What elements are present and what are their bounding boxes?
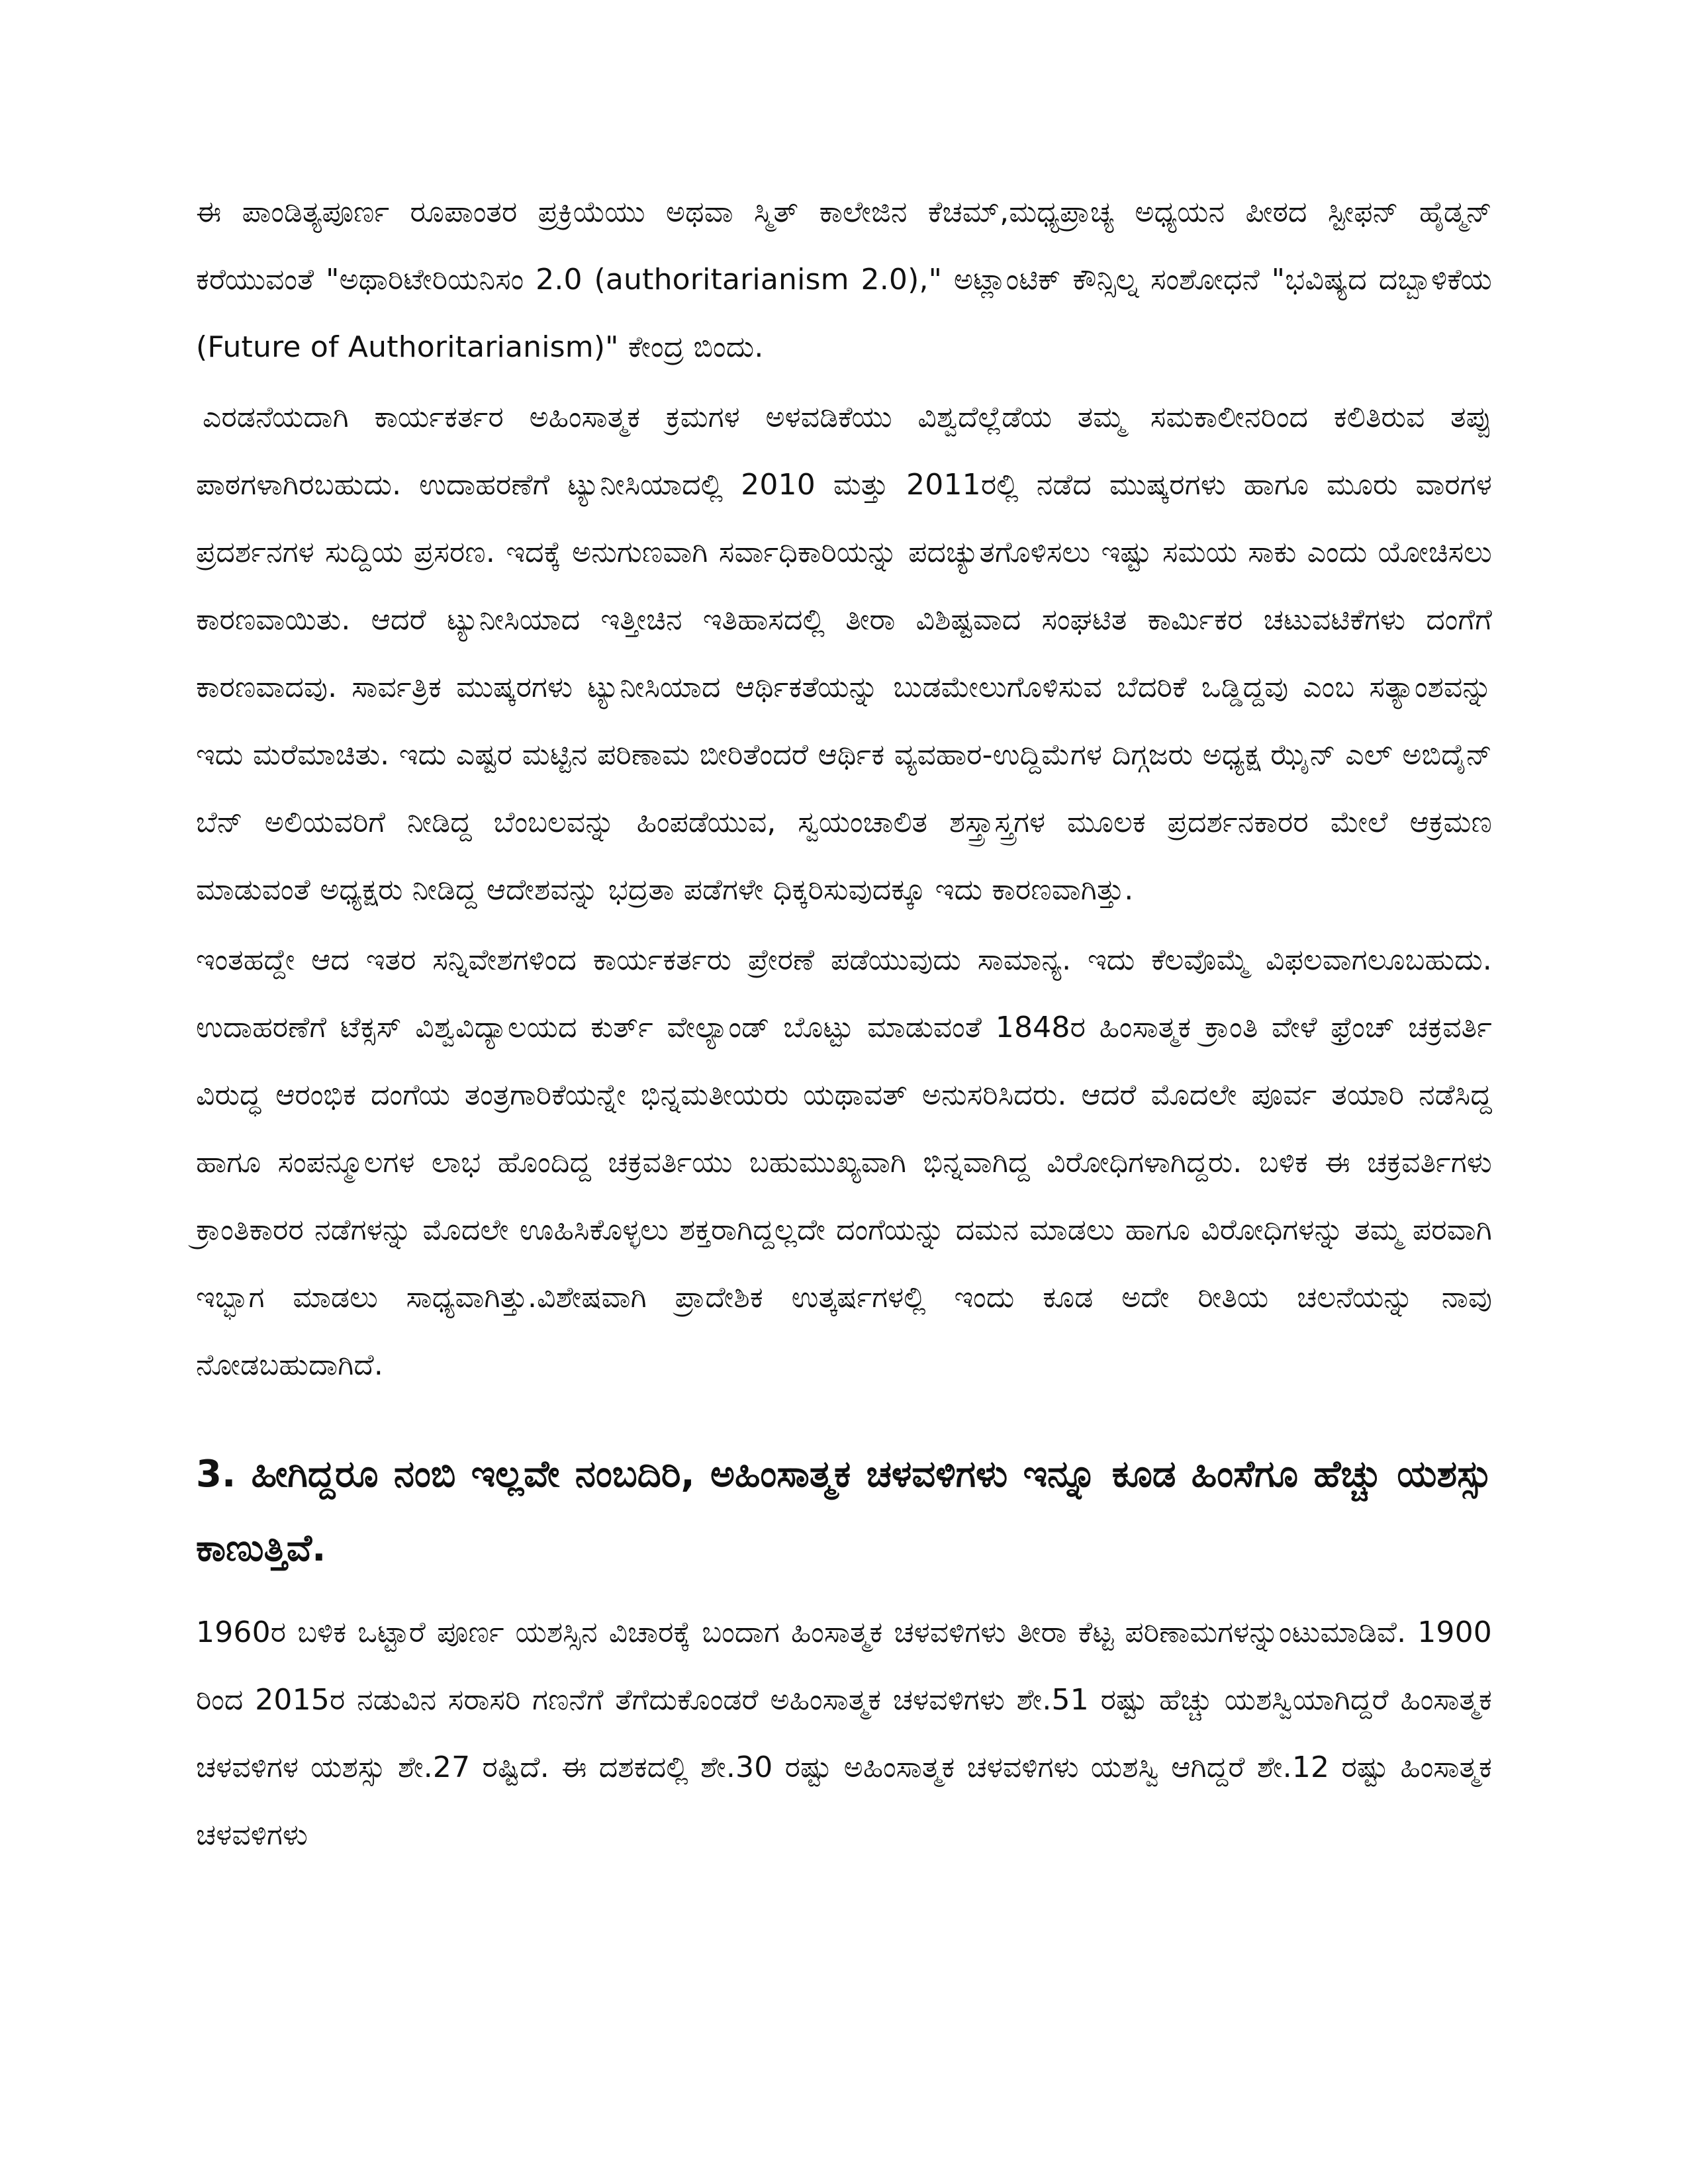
paragraph-authoritarianism: ಈ ಪಾಂಡಿತ್ಯಪೂರ್ಣ ರೂಪಾಂತರ ಪ್ರಕ್ರಿಯೆಯು ಅಥವಾ ಸ್ಮಿತ್ ಕಾಲೇಜಿನ ಕೆಚಮ್,ಮಧ್ಯಪ್ರಾಚ್ಯ ಅಧ್ಯಯನ ಪೀಠದ ಸ್ಟೀಫನ್ ಹೈಡ್ಮನ್ ಕರೆಯುವಂತೆ "ಅಥಾರಿಟೇರಿಯನಿಸಂ 2.0 (authoritarianism 2.0)," ಅಟ್ಲಾಂಟಿಕ್ ಕೌನ್ಸಿಲ್ನ ಸಂಶೋಧನೆ "ಭವಿಷ್ಯದ ದಬ್ಬಾಳಿಕೆಯ (Future of Authoritarianism)" ಕೇಂದ್ರ ಬಿಂದು. (196, 195, 1492, 364)
paragraph-1848-revolution: ಇಂತಹದ್ದೇ ಆದ ಇತರ ಸನ್ನಿವೇಶಗಳಿಂದ ಕಾರ್ಯಕರ್ತರು ಪ್ರೇರಣೆ ಪಡೆಯುವುದು ಸಾಮಾನ್ಯ. ಇದು ಕೆಲವೊಮ್ಮೆ ವಿಫಲವಾಗಲೂಬಹುದು. ಉದಾಹರಣೆಗೆ ಟೆಕ್ಸಸ್ ವಿಶ್ವವಿದ್ಯಾಲಯದ ಕುರ್ತ್ ವೇಲ್ಯಾಂಡ್ ಬೊಟ್ಟು ಮಾಡುವಂತೆ 1848ರ ಹಿಂಸಾತ್ಮಕ ಕ್ರಾಂತಿ ವೇಳೆ ಫ್ರೆಂಚ್ ಚಕ್ರವರ್ತಿ ವಿರುದ್ಧ ಆರಂಭಿಕ ದಂಗೆಯ ತಂತ್ರಗಾರಿಕೆಯನ್ನೇ ಭಿನ್ನಮತೀಯರು ಯಥಾವತ್ ಅನುಸರಿಸಿದರು. ಆದರೆ ಮೊದಲೇ ಪೂರ್ವ ತಯಾರಿ ನಡೆಸಿದ್ದ ಹಾಗೂ ಸಂಪನ್ಮೂಲಗಳ ಲಾಭ ಹೊಂದಿದ್ದ ಚಕ್ರವರ್ತಿಯು ಬಹುಮುಖ್ಯವಾಗಿ ಭಿನ್ನವಾಗಿದ್ದ ವಿರೋಧಿಗಳಾಗಿದ್ದರು. ಬಳಿಕ ಈ ಚಕ್ರವರ್ತಿಗಳು ಕ್ರಾಂತಿಕಾರರ ನಡೆಗಳನ್ನು ಮೊದಲೇ ಊಹಿಸಿಕೊಳ್ಳಲು ಶಕ್ತರಾಗಿದ್ದಲ್ಲದೇ ದಂಗೆಯನ್ನು ದಮನ ಮಾಡಲು ಹಾಗೂ ವಿರೋಧಿಗಳನ್ನು ತಮ್ಮ ಪರವಾಗಿ ಇಬ್ಭಾಗ ಮಾಡಲು ಸಾಧ್ಯವಾಗಿತ್ತು.ವಿಶೇಷವಾಗಿ ಪ್ರಾದೇಶಿಕ ಉತ್ಕರ್ಷಗಳಲ್ಲಿ ಇಂದು ಕೂಡ ಅದೇ ರೀತಿಯ ಚಲನೆಯನ್ನು ನಾವು ನೋಡಬಹುದಾಗಿದೆ. (196, 943, 1492, 1382)
section-heading: 3. ಹೀಗಿದ್ದರೂ ನಂಬಿ ಇಲ್ಲವೇ ನಂಬದಿರಿ, ಅಹಿಂಸಾತ್ಮಕ ಚಳವಳಿಗಳು ಇನ್ನೂ ಕೂಡ ಹಿಂಸೆಗೂ ಹೆಚ್ಚು ಯಶಸ್ಸು ಕಾಣುತ್ತಿವೆ. (196, 1453, 1492, 1570)
paragraph-tunisia-lessons: ಎರಡನೆಯದಾಗಿ ಕಾರ್ಯಕರ್ತರ ಅಹಿಂಸಾತ್ಮಕ ಕ್ರಮಗಳ ಅಳವಡಿಕೆಯು ವಿಶ್ವದೆಲ್ಲೆಡೆಯ ತಮ್ಮ ಸಮಕಾಲೀನರಿಂದ ಕಲಿತಿರುವ ತಪ್ಪು ಪಾಠಗಳಾಗಿರಬಹುದು. ಉದಾಹರಣೆಗೆ ಟ್ಯುನೀಸಿಯಾದಲ್ಲಿ 2010 ಮತ್ತು 2011ರಲ್ಲಿ ನಡೆದ ಮುಷ್ಕರಗಳು ಹಾಗೂ ಮೂರು ವಾರಗಳ ಪ್ರದರ್ಶನಗಳ ಸುದ್ದಿಯ ಪ್ರಸರಣ. ಇದಕ್ಕೆ ಅನುಗುಣವಾಗಿ ಸರ್ವಾಧಿಕಾರಿಯನ್ನು ಪದಚ್ಯುತಗೊಳಿಸಲು ಇಷ್ಟು ಸಮಯ ಸಾಕು ಎಂದು ಯೋಚಿಸಲು ಕಾರಣವಾಯಿತು. ಆದರೆ ಟ್ಯುನೀಸಿಯಾದ ಇತ್ತೀಚಿನ ಇತಿಹಾಸದಲ್ಲಿ ತೀರಾ ವಿಶಿಷ್ಟವಾದ ಸಂಘಟಿತ ಕಾರ್ಮಿಕರ ಚಟುವಟಿಕೆಗಳು ದಂಗೆಗೆ ಕಾರಣವಾದವು. ಸಾರ್ವತ್ರಿಕ ಮುಷ್ಕರಗಳು ಟ್ಯುನೀಸಿಯಾದ ಆರ್ಥಿಕತೆಯನ್ನು ಬುಡಮೇಲುಗೊಳಿಸುವ ಬೆದರಿಕೆ ಒಡ್ಡಿದ್ದವು ಎಂಬ ಸತ್ಯಾಂಶವನ್ನು ಇದು ಮರೆಮಾಚಿತು. ಇದು ಎಷ್ಟರ ಮಟ್ಟಿನ ಪರಿಣಾಮ ಬೀರಿತೆಂದರೆ ಆರ್ಥಿಕ ವ್ಯವಹಾರ-ಉದ್ದಿಮೆಗಳ ದಿಗ್ಗಜರು ಅಧ್ಯಕ್ಷ ಝೈನ್ ಎಲ್ ಅಬಿದೈನ್ ಬೆನ್ ಅಲಿಯವರಿಗೆ ನೀಡಿದ್ದ ಬೆಂಬಲವನ್ನು ಹಿಂಪಡೆಯುವ, ಸ್ವಯಂಚಾಲಿತ ಶಸ್ತ್ರಾಸ್ತ್ರಗಳ ಮೂಲಕ ಪ್ರದರ್ಶನಕಾರರ ಮೇಲೆ ಆಕ್ರಮಣ ಮಾಡುವಂತೆ ಅಧ್ಯಕ್ಷರು ನೀಡಿದ್ದ ಆದೇಶವನ್ನು ಭದ್ರತಾ ಪಡೆಗಳೇ ಧಿಕ್ಕರಿಸುವುದಕ್ಕೂ ಇದು ಕಾರಣವಾಗಿತ್ತು. (196, 400, 1492, 907)
paragraph-success-rates: 1960ರ ಬಳಿಕ ಒಟ್ಟಾರೆ ಪೂರ್ಣ ಯಶಸ್ಸಿನ ವಿಚಾರಕ್ಕೆ ಬಂದಾಗ ಹಿಂಸಾತ್ಮಕ ಚಳವಳಿಗಳು ತೀರಾ ಕೆಟ್ಟ ಪರಿಣಾಮಗಳನ್ನುಂಟುಮಾಡಿವೆ. 1900 ರಿಂದ 2015ರ ನಡುವಿನ ಸರಾಸರಿ ಗಣನೆಗೆ ತೆಗೆದುಕೊಂಡರೆ ಅಹಿಂಸಾತ್ಮಕ ಚಳವಳಿಗಳು ಶೇ.51 ರಷ್ಟು ಹೆಚ್ಚು ಯಶಸ್ವಿಯಾಗಿದ್ದರೆ ಹಿಂಸಾತ್ಮಕ ಚಳವಳಿಗಳ ಯಶಸ್ಸು ಶೇ.27 ರಷ್ಟಿದೆ. ಈ ದಶಕದಲ್ಲಿ ಶೇ.30 ರಷ್ಟು ಅಹಿಂಸಾತ್ಮಕ ಚಳವಳಿಗಳು ಯಶಸ್ವಿ ಆಗಿದ್ದರೆ ಶೇ.12 ರಷ್ಟು ಹಿಂಸಾತ್ಮಕ ಚಳವಳಿಗಳು (196, 1615, 1492, 1852)
document-page (196, 179, 1492, 1869)
